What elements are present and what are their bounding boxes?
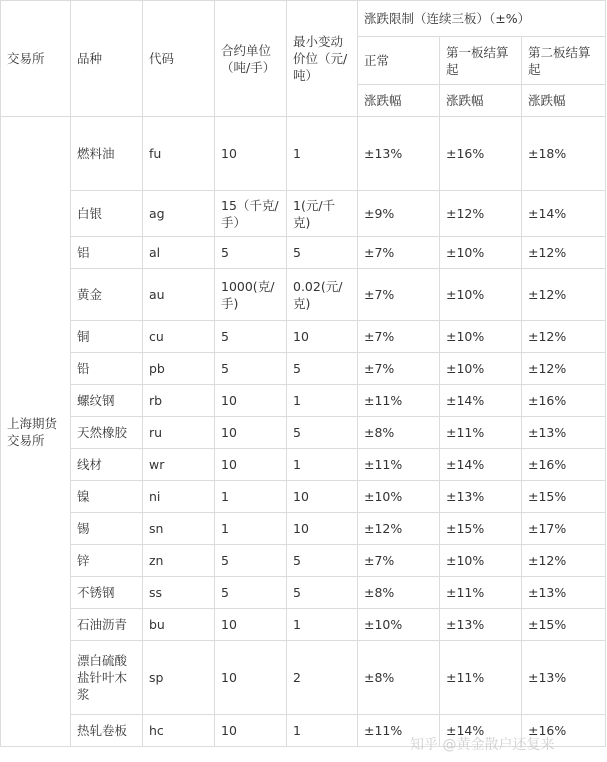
- cell-contract-unit: 15（千克/手）: [215, 191, 287, 237]
- cell-min-tick: 5: [287, 417, 358, 449]
- header-exchange: 交易所: [1, 1, 71, 117]
- cell-product: 镍: [71, 481, 143, 513]
- cell-contract-unit: 10: [215, 117, 287, 191]
- cell-limit-board1: ±10%: [440, 321, 522, 353]
- cell-limit-board1: ±11%: [440, 417, 522, 449]
- header-board2: 第二板结算起: [522, 37, 606, 85]
- table-row: [1, 117, 606, 191]
- header-contract-unit: 合约单位（吨/手）: [215, 1, 287, 117]
- table-row: [1, 513, 606, 545]
- cell-min-tick: 0.02(元/克): [287, 269, 358, 321]
- cell-code: wr: [143, 449, 215, 481]
- cell-limit-normal: ±7%: [358, 545, 440, 577]
- cell-min-tick: 1(元/千克): [287, 191, 358, 237]
- cell-contract-unit: 10: [215, 641, 287, 715]
- cell-exchange: 上海期货交易所: [1, 117, 71, 747]
- cell-limit-normal: ±7%: [358, 321, 440, 353]
- watermark: 知乎 @黄金散户还复来: [410, 737, 555, 753]
- cell-limit-normal: ±12%: [358, 513, 440, 545]
- cell-min-tick: 1: [287, 715, 358, 747]
- header-code: 代码: [143, 1, 215, 117]
- cell-limit-board2: ±12%: [522, 545, 606, 577]
- cell-min-tick: 1: [287, 385, 358, 417]
- cell-limit-board1: ±14%: [440, 449, 522, 481]
- cell-limit-normal: ±8%: [358, 577, 440, 609]
- cell-limit-normal: ±11%: [358, 715, 440, 747]
- header-limit-group: 涨跌限制（连续三板）（±%）: [358, 1, 606, 37]
- cell-product: 螺纹钢: [71, 385, 143, 417]
- cell-code: al: [143, 237, 215, 269]
- cell-code: bu: [143, 609, 215, 641]
- table-row: [1, 609, 606, 641]
- cell-code: ru: [143, 417, 215, 449]
- cell-product: 铜: [71, 321, 143, 353]
- cell-code: au: [143, 269, 215, 321]
- cell-contract-unit: 5: [215, 353, 287, 385]
- cell-limit-board1: ±14%: [440, 385, 522, 417]
- cell-min-tick: 5: [287, 353, 358, 385]
- table-row: [1, 237, 606, 269]
- table-row: [1, 481, 606, 513]
- cell-product: 锡: [71, 513, 143, 545]
- cell-code: fu: [143, 117, 215, 191]
- cell-contract-unit: 10: [215, 715, 287, 747]
- table-row: [1, 641, 606, 715]
- header-sub-board2: 涨跌幅: [522, 85, 606, 117]
- cell-code: zn: [143, 545, 215, 577]
- cell-limit-normal: ±13%: [358, 117, 440, 191]
- cell-limit-board1: ±15%: [440, 513, 522, 545]
- cell-product: 铅: [71, 353, 143, 385]
- cell-limit-board1: ±11%: [440, 577, 522, 609]
- cell-limit-board2: ±14%: [522, 191, 606, 237]
- cell-product: 铝: [71, 237, 143, 269]
- header-sub-normal: 涨跌幅: [358, 85, 440, 117]
- cell-product: 不锈钢: [71, 577, 143, 609]
- cell-limit-board1: ±10%: [440, 269, 522, 321]
- cell-code: sp: [143, 641, 215, 715]
- cell-limit-board1: ±10%: [440, 353, 522, 385]
- cell-min-tick: 10: [287, 321, 358, 353]
- cell-contract-unit: 5: [215, 545, 287, 577]
- table-row: [1, 417, 606, 449]
- cell-product: 锌: [71, 545, 143, 577]
- table-row: [1, 715, 606, 747]
- cell-code: hc: [143, 715, 215, 747]
- cell-limit-board1: ±12%: [440, 191, 522, 237]
- cell-limit-normal: ±10%: [358, 481, 440, 513]
- cell-code: rb: [143, 385, 215, 417]
- cell-limit-board1: ±16%: [440, 117, 522, 191]
- cell-limit-board1: ±10%: [440, 545, 522, 577]
- table-row: [1, 269, 606, 321]
- cell-limit-board2: ±13%: [522, 577, 606, 609]
- cell-limit-normal: ±7%: [358, 237, 440, 269]
- cell-product: 黄金: [71, 269, 143, 321]
- cell-limit-board2: ±18%: [522, 117, 606, 191]
- cell-limit-normal: ±11%: [358, 385, 440, 417]
- cell-contract-unit: 10: [215, 449, 287, 481]
- cell-min-tick: 5: [287, 237, 358, 269]
- cell-limit-board1: ±14%: [440, 715, 522, 747]
- table-row: [1, 449, 606, 481]
- cell-contract-unit: 10: [215, 417, 287, 449]
- cell-limit-board2: ±12%: [522, 237, 606, 269]
- header-sub-board1: 涨跌幅: [440, 85, 522, 117]
- cell-limit-normal: ±8%: [358, 641, 440, 715]
- cell-limit-normal: ±8%: [358, 417, 440, 449]
- table-row: [1, 577, 606, 609]
- cell-limit-board2: ±16%: [522, 385, 606, 417]
- header-normal: 正常: [358, 37, 440, 85]
- cell-limit-board2: ±12%: [522, 321, 606, 353]
- cell-min-tick: 2: [287, 641, 358, 715]
- cell-contract-unit: 10: [215, 609, 287, 641]
- cell-limit-board2: ±15%: [522, 609, 606, 641]
- cell-limit-board2: ±17%: [522, 513, 606, 545]
- cell-contract-unit: 5: [215, 577, 287, 609]
- cell-product: 漂白硫酸盐针叶木浆: [71, 641, 143, 715]
- table-row: [1, 321, 606, 353]
- cell-limit-board2: ±13%: [522, 417, 606, 449]
- cell-product: 石油沥青: [71, 609, 143, 641]
- cell-min-tick: 10: [287, 513, 358, 545]
- cell-code: ni: [143, 481, 215, 513]
- cell-min-tick: 10: [287, 481, 358, 513]
- cell-code: pb: [143, 353, 215, 385]
- table-row: [1, 353, 606, 385]
- header-board1: 第一板结算起: [440, 37, 522, 85]
- cell-limit-board2: ±12%: [522, 353, 606, 385]
- cell-limit-board2: ±16%: [522, 715, 606, 747]
- header-product: 品种: [71, 1, 143, 117]
- cell-limit-board2: ±13%: [522, 641, 606, 715]
- cell-product: 燃料油: [71, 117, 143, 191]
- cell-product: 白银: [71, 191, 143, 237]
- cell-min-tick: 1: [287, 609, 358, 641]
- cell-code: sn: [143, 513, 215, 545]
- cell-limit-board1: ±11%: [440, 641, 522, 715]
- cell-min-tick: 5: [287, 545, 358, 577]
- cell-limit-normal: ±11%: [358, 449, 440, 481]
- cell-product: 线材: [71, 449, 143, 481]
- cell-limit-normal: ±10%: [358, 609, 440, 641]
- cell-contract-unit: 1000(克/手): [215, 269, 287, 321]
- cell-limit-board2: ±12%: [522, 269, 606, 321]
- header-min-tick: 最小变动价位（元/吨）: [287, 1, 358, 117]
- cell-limit-normal: ±7%: [358, 353, 440, 385]
- cell-min-tick: 5: [287, 577, 358, 609]
- cell-limit-board1: ±13%: [440, 481, 522, 513]
- cell-contract-unit: 10: [215, 385, 287, 417]
- cell-code: cu: [143, 321, 215, 353]
- table-body: [1, 117, 606, 747]
- table-row: [1, 545, 606, 577]
- cell-contract-unit: 1: [215, 481, 287, 513]
- cell-limit-board2: ±16%: [522, 449, 606, 481]
- cell-min-tick: 1: [287, 449, 358, 481]
- cell-limit-board2: ±15%: [522, 481, 606, 513]
- cell-limit-normal: ±7%: [358, 269, 440, 321]
- cell-min-tick: 1: [287, 117, 358, 191]
- table-row: [1, 385, 606, 417]
- cell-code: ag: [143, 191, 215, 237]
- cell-contract-unit: 5: [215, 237, 287, 269]
- cell-limit-board1: ±13%: [440, 609, 522, 641]
- table-row: [1, 191, 606, 237]
- cell-limit-board1: ±10%: [440, 237, 522, 269]
- cell-code: ss: [143, 577, 215, 609]
- cell-product: 天然橡胶: [71, 417, 143, 449]
- cell-contract-unit: 1: [215, 513, 287, 545]
- cell-product: 热轧卷板: [71, 715, 143, 747]
- cell-contract-unit: 5: [215, 321, 287, 353]
- cell-limit-normal: ±9%: [358, 191, 440, 237]
